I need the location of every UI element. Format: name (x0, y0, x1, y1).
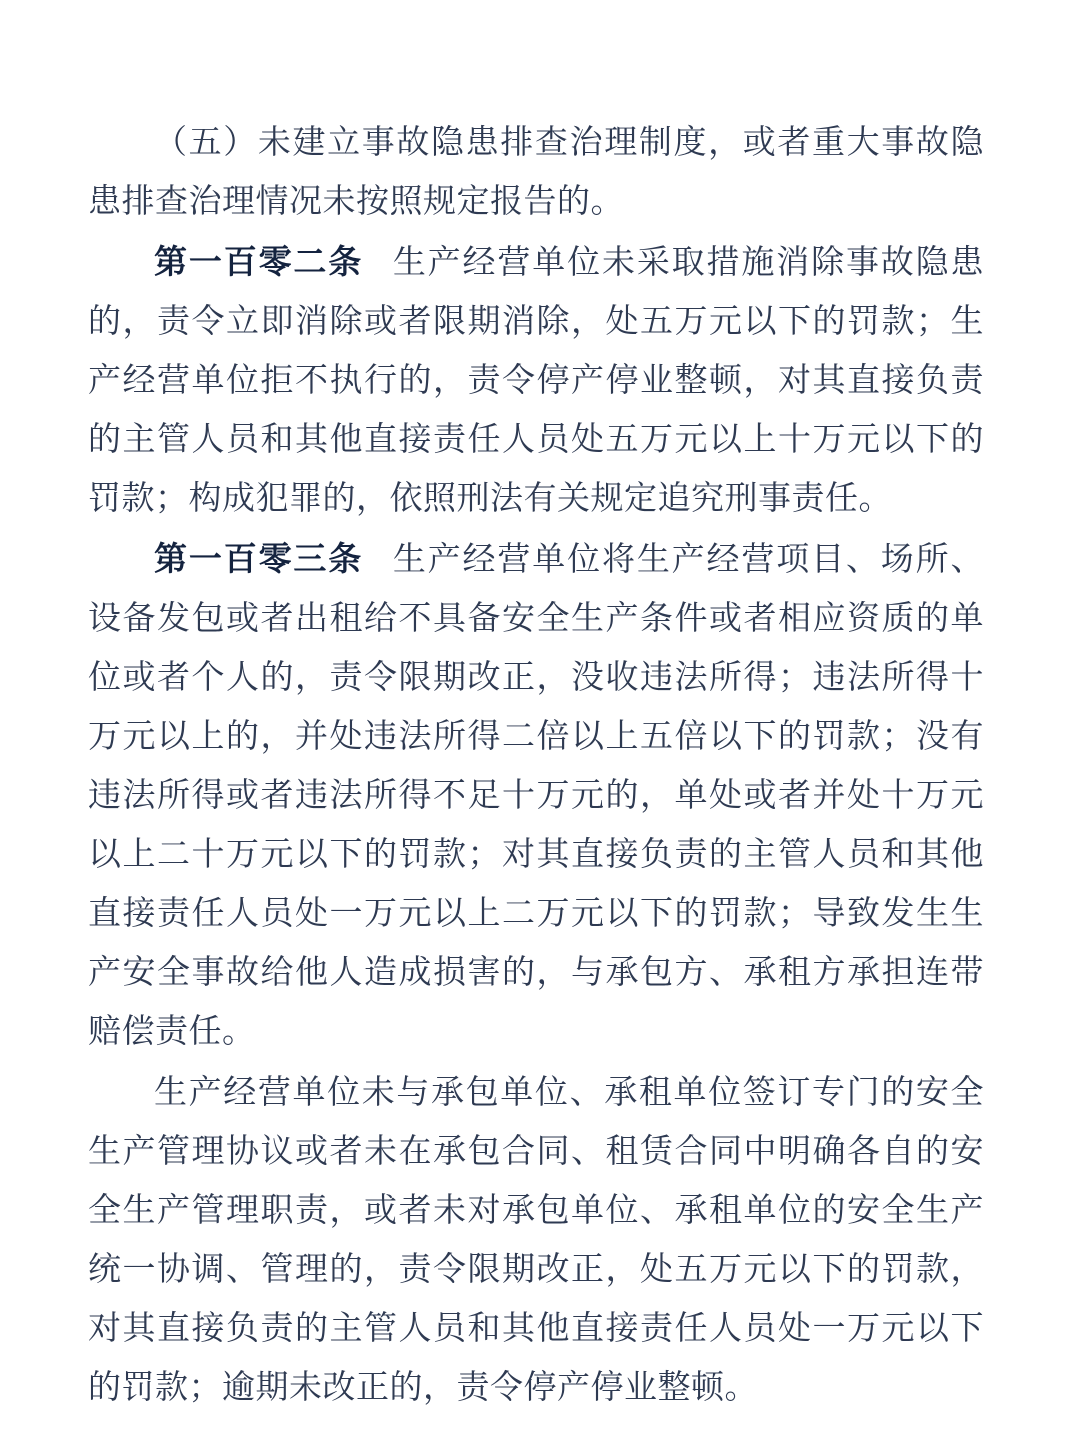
law-paragraph-article-103 (88, 529, 984, 1062)
paragraph-text: （五）未建立事故隐患排查治理制度，或者重大事故隐患排查治理情况未按照规定报告的。 (88, 125, 984, 220)
paragraph-text: 生产经营单位未采取措施消除事故隐患的，责令立即消除或者限期消除，处五万元以下的罚款；生产经营单位拒不执行的，责令停产停业整顿，对其直接负责的主管人员和其他直接责任人员处五万元以上十万元以下的罚款；构成犯罪的，依照刑法有关规定追究刑事责任。 (88, 245, 985, 517)
law-text-block (88, 112, 984, 1418)
article-number-102: 第一百零二条 (154, 243, 364, 280)
law-paragraph-clause-five (88, 112, 984, 232)
paragraph-text: 生产经营单位未与承包单位、承租单位签订专门的安全生产管理协议或者未在承包合同、租赁合同中明确各自的安全生产管理职责，或者未对承包单位、承租单位的安全生产统一协调、管理的，责令限期改正，处五万元以下的罚款，对其直接负责的主管人员和其他直接责任人员处一万元以下的罚款；逾期未改正的，责令停产停业整顿。 (88, 1075, 984, 1406)
law-paragraph-article-102 (88, 232, 984, 529)
article-number-103: 第一百零三条 (154, 540, 364, 577)
law-paragraph-article-103-para2 (88, 1062, 984, 1418)
paragraph-text: 生产经营单位将生产经营项目、场所、设备发包或者出租给不具备安全生产条件或者相应资质的单位或者个人的，责令限期改正，没收违法所得；违法所得十万元以上的，并处违法所得二倍以上五倍以下的罚款；没有违法所得或者违法所得不足十万元的，单处或者并处十万元以上二十万元以下的罚款；对其直接负责的主管人员和其他直接责任人员处一万元以上二万元以下的罚款；导致发生生产安全事故给他人造成损害的，与承包方、承租方承担连带赔偿责任。 (88, 542, 985, 1050)
